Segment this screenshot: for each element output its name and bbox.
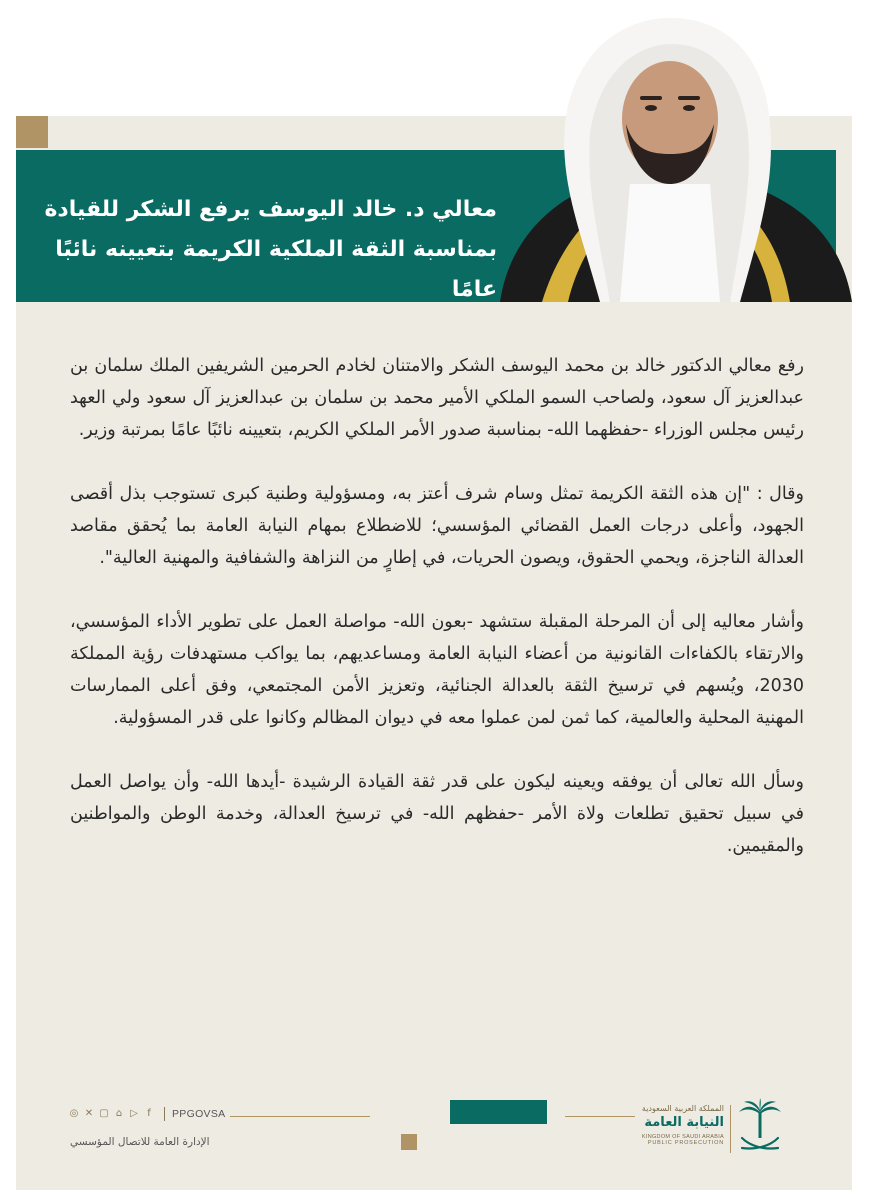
logo-line-2: النيابة العامة <box>644 1115 724 1130</box>
footer-accent-bar <box>450 1100 547 1124</box>
social-links <box>68 1107 225 1121</box>
logo-divider <box>730 1105 731 1153</box>
department-name: الإدارة العامة للاتصال المؤسسي <box>70 1136 210 1148</box>
instagram-icon[interactable]: ▢ <box>99 1108 109 1119</box>
paragraph-1: رفع معالي الدكتور خالد بن محمد اليوسف الشكر والامتنان لخادم الحرمين الشريفين الملك سلمان بن عبدالعزيز آل سعود، ولصاحب السمو الملكي الأمير محمد بن سلمان بن عبدالعزيز آل سعود ولي العهد رئيس مجلس الوزراء -حفظهما الله- بمناسبة صدور الأمر الملكي الكريم، بتعيينه نائبًا عامًا بمرتبة وزير. <box>70 356 804 440</box>
x-icon[interactable]: ✕ <box>84 1108 94 1119</box>
youtube-icon[interactable]: ▷ <box>130 1108 138 1119</box>
snapchat-icon[interactable]: ⌂ <box>115 1108 123 1119</box>
paragraph-3: وأشار معاليه إلى أن المرحلة المقبلة ستشهد -بعون الله- مواصلة العمل على تطوير الأداء المؤسسي، والارتقاء بالكفاءات القانونية من أعضاء النيابة العامة ومساعديهم، بما يواكب مستهدفات رؤية المملكة 2030، ويُسهم في ترسيخ الثقة بالعدالة الجنائية، وتعزيز الأمن المجتمعي، وفق أعلى الممارسات المهنية المحلية والعالمية، كما ثمن لمن عملوا معه في ديوان المظالم وكانوا على قدر المسؤولية. <box>70 612 804 728</box>
social-handle: PPGOVSA <box>172 1108 226 1120</box>
portrait-photo <box>480 14 852 302</box>
article-body <box>70 350 804 894</box>
footer-rule-right <box>565 1116 635 1117</box>
paragraph-4: وسأل الله تعالى أن يوفقه ويعينه ليكون على قدر ثقة القيادة الرشيدة -أيدها الله- وأن يواصل العمل في سبيل تحقيق تطلعات ولاة الأمر -حفظهم الله- في ترسيخ العدالة، وخدمة الوطن والمواطنين والمقيمين. <box>70 772 804 856</box>
palm-swords-emblem-icon <box>736 1098 784 1156</box>
title-line-1: معالي د. خالد اليوسف يرفع الشكر للقيادة <box>44 197 497 222</box>
accent-square <box>16 116 48 148</box>
logo-line-1: المملكة العربية السعودية <box>641 1104 724 1113</box>
org-logo-text <box>640 1104 724 1146</box>
footer-rule-left <box>230 1116 370 1117</box>
handle-divider <box>164 1107 165 1121</box>
paragraph-2: وقال : "إن هذه الثقة الكريمة تمثل وسام شرف أعتز به، ومسؤولية وطنية كبرى تستوجب بذل أقصى الجهود، وأعلى درجات العمل القضائي المؤسسي؛ للاضطلاع بمهام النيابة العامة بما يُحقق مقاصد العدالة الناجزة، ويحمي الحقوق، ويصون الحريات، في إطارٍ من النزاهة والشفافية والمهنية العالية". <box>70 484 804 568</box>
page-title <box>37 190 497 310</box>
footer-accent-square <box>401 1134 417 1150</box>
logo-line-3: KINGDOM OF SAUDI ARABIA <box>641 1134 724 1140</box>
facebook-icon[interactable]: f <box>147 1108 151 1119</box>
globe-icon[interactable]: ◎ <box>69 1108 79 1119</box>
title-line-2: بمناسبة الثقة الملكية الكريمة بتعيينه نائبًا عامًا <box>55 237 497 302</box>
logo-line-4: PUBLIC PROSECUTION <box>647 1140 724 1146</box>
